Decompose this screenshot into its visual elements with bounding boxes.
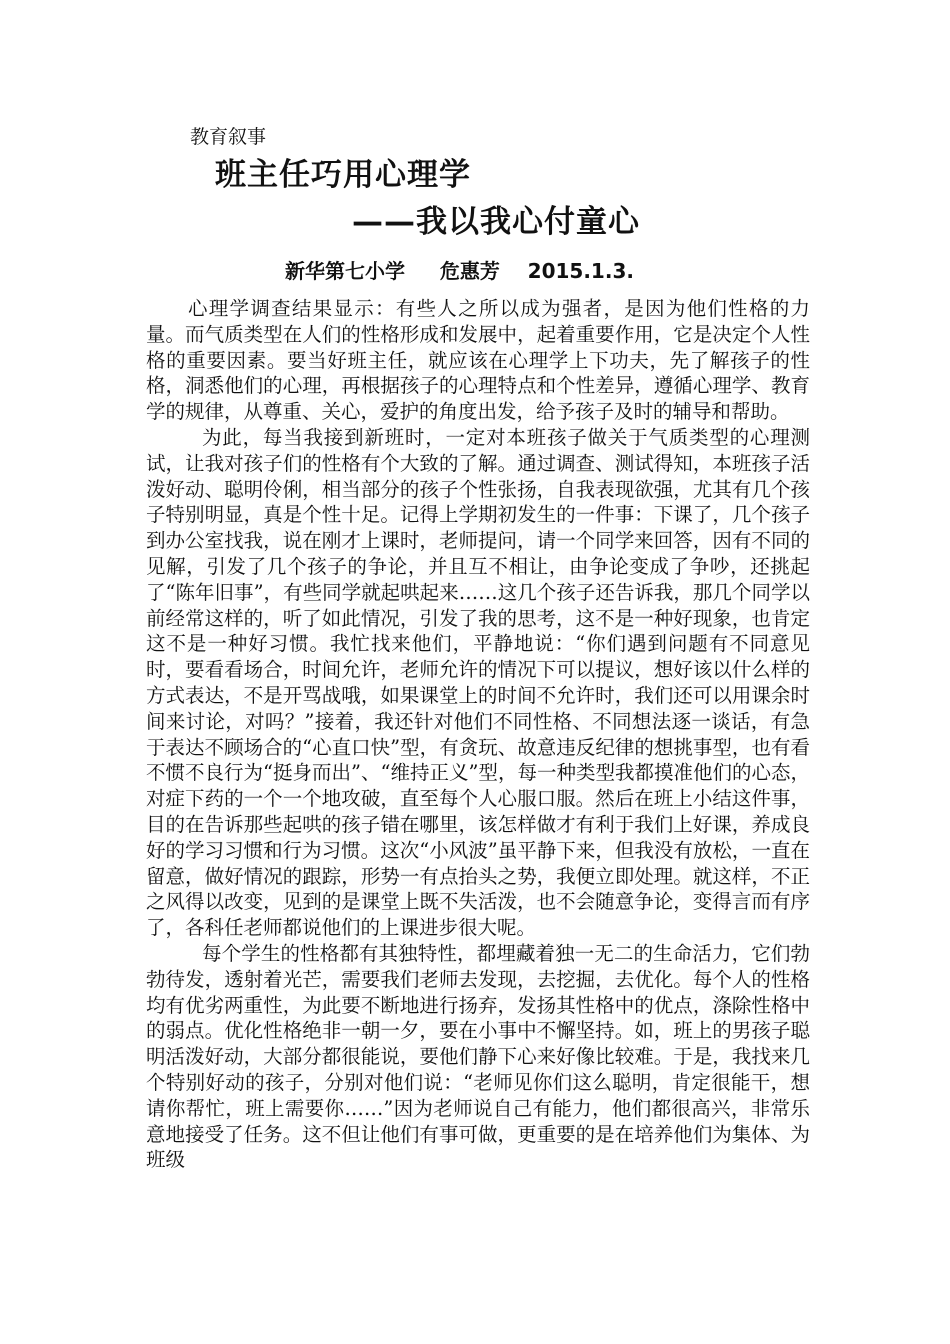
- paragraph-1: 心理学调查结果显示：有些人之所以成为强者，是因为他们性格的力量。而气质类型在人们的性格形成和发展中，起着重要作用，它是决定个人性格的重要因素。要当好班主任，就应该在心理学上下功夫，先了解孩子的性格，洞悉他们的心理，再根据孩子的心理特点和个性差异，遵循心理学、教育学的规律，从尊重、关心，爱护的角度出发，给予孩子及时的辅导和帮助。: [146, 297, 810, 424]
- article-title: 班主任巧用心理学: [215, 157, 471, 193]
- paragraph-2: 为此，每当我接到新班时，一定对本班孩子做关于气质类型的心理测试，让我对孩子们的性格有个大致的了解。通过调查、测试得知，本班孩子活泼好动、聪明伶俐，相当部分的孩子个性张扬，自我表现欲强，尤其有几个孩子特别明显，真是个性十足。记得上学期初发生的一件事：下课了，几个孩子到办公室找我，说在刚才上课时，老师提问，请一个同学来回答，因有不同的见解，引发了几个孩子的争论，并且互不相让，由争论变成了争吵，还挑起了“陈年旧事”，有些同学就起哄起来……这几个孩子还告诉我，那几个同学以前经常这样的，听了如此情况，引发了我的思考，这不是一种好现象，也肯定这不是一种好习惯。我忙找来他们，平静地说：“你们遇到问题有不同意见时，要看看场合，时间允许，老师允许的情况下可以提议，想好该以什么样的方式表达，不是开骂战哦，如果课堂上的时间不允许时，我们还可以用课余时间来讨论，对吗？”接着，我还针对他们不同性格、不同想法逐一谈话，有急于表达不顾场合的“心直口快”型，有贪玩、故意违反纪律的想挑事型，也有看不惯不良行为“挺身而出”、“维持正义”型，每一种类型我都摸准他们的心态，对症下药的一个一个地攻破，直至每个人心服口服。然后在班上小结这件事，目的在告诉那些起哄的孩子错在哪里，该怎样做才有利于我们上好课，养成良好的学习习惯和行为习惯。这次“小风波”虽平静下来，但我没有放松，一直在留意，做好情况的跟踪，形势一有点抬头之势，我便立即处理。就这样，不正之风得以改变，见到的是课堂上既不失活泼，也不会随意争论，变得言而有序了，各科任老师都说他们的上课进步很大呢。: [146, 425, 810, 940]
- paragraph-3: 每个学生的性格都有其独特性，都埋藏着独一无二的生命活力，它们勃勃待发，透射着光芒，需要我们老师去发现，去挖掘，去优化。每个人的性格均有优劣两重性，为此要不断地进行扬弃，发扬其性格中的优点，涤除性格中的弱点。优化性格绝非一朝一夕，要在小事中不懈坚持。如，班上的男孩子聪明活泼好动，大部分都很能说，要他们静下心来好像比较难。于是，我找来几个特别好动的孩子，分别对他们说：“老师见你们这么聪明，肯定很能干，想请你帮忙，班上需要你……”因为老师说自己有能力，他们都很高兴，非常乐意地接受了任务。这不但让他们有事可做，更重要的是在培养他们为集体、为班级: [146, 941, 810, 1172]
- article-subtitle: ——我以我心付童心: [352, 204, 640, 240]
- author-byline: 新华第七小学 危惠芳 2015.1.3.: [285, 259, 634, 283]
- category-label: 教育叙事: [190, 126, 267, 148]
- article-body: [146, 296, 810, 1173]
